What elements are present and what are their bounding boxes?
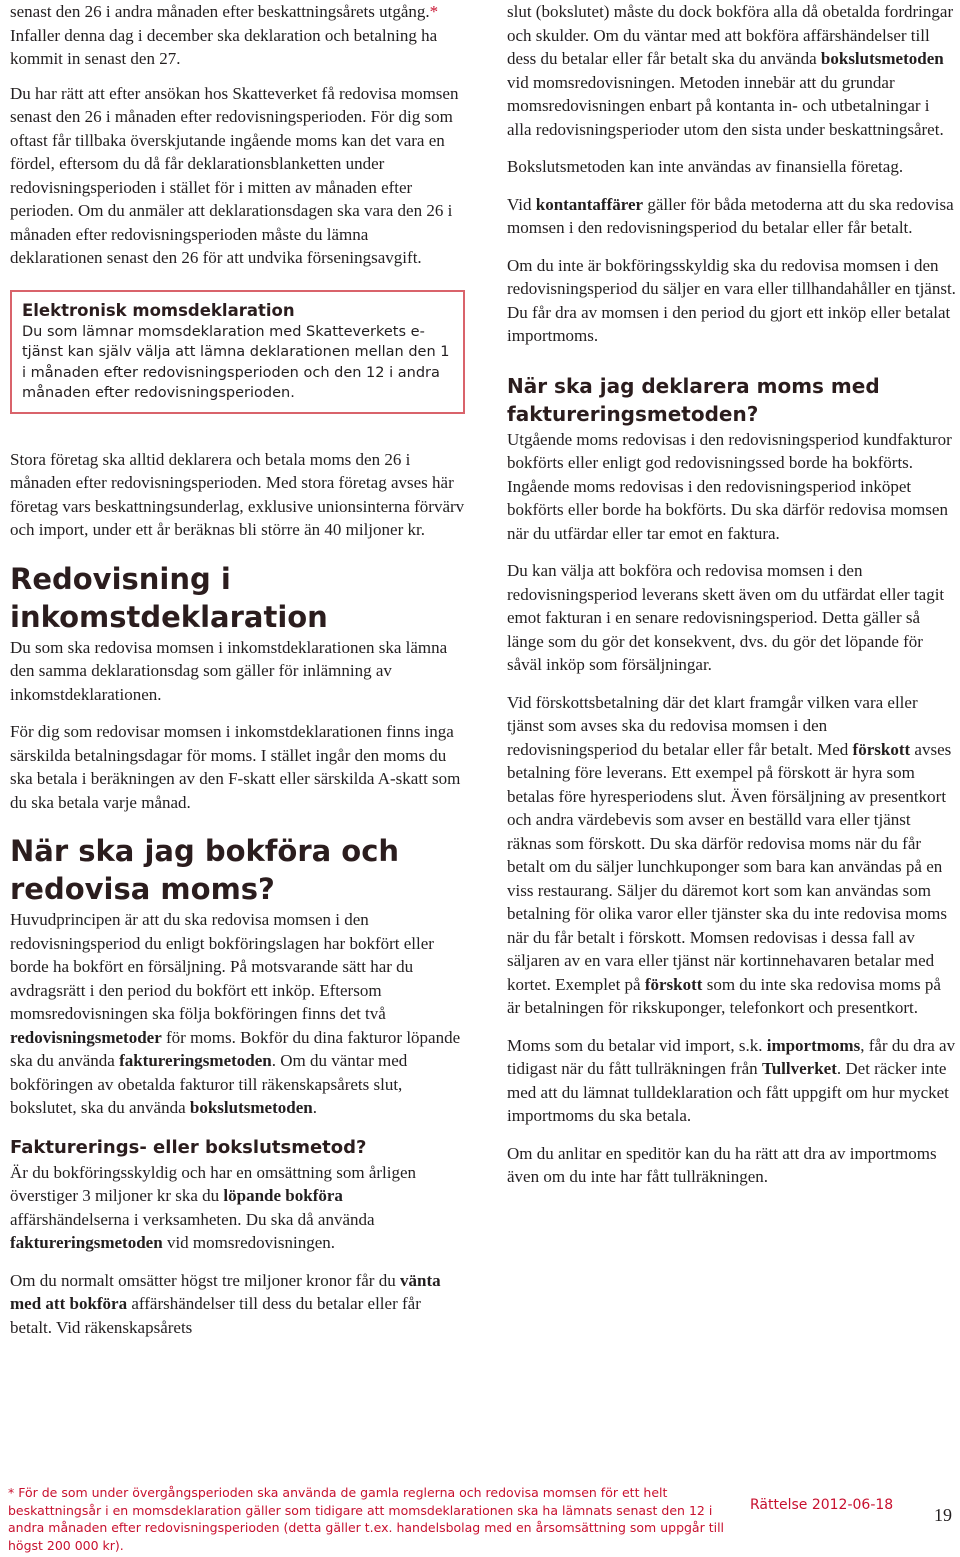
paragraph: Moms som du betalar vid import, s.k. importmoms, får du dra av tidigast när du fått tullräkningen från Tullverket. Det räcker inte med att du lämnat tulldeklaration och fått uppgift om hur mycket importmoms du ska betala.: [507, 1035, 956, 1125]
info-box: [10, 290, 465, 414]
paragraph: Du kan välja att bokföra och redovisa momsen i den redovisningsperiod leverans skett även om du utfärdat eller tagit emot fakturan i en senare redovisningsperiod. Detta gäller så länge som du gör det konsekvent, dvs. du gör det löpande för såväl inköp som försäljningar.: [507, 561, 945, 674]
footnote: * För de som under övergångsperioden ska använda de gamla reglerna och redovisa momsen för ett helt beskattningsår i en momsdeklaration gäller som tidigare att momsdeklarationen ska ha lämnats senast den 12 i andra månaden efter redovisningsperioden (detta gäller t.ex. handelsbolag med en årsomsättning som uppgår till högst 200 000 kr).: [8, 1485, 725, 1553]
paragraph: senast den 26 i andra månaden efter beskattningsårets utgång.* Infaller denna dag i december ska deklaration och betalning ha kommit in senast den 27.: [10, 2, 439, 68]
footnote-marker: *: [429, 2, 439, 21]
paragraph: För dig som redovisar momsen i inkomstdeklarationen finns inga särskilda betalningsdagar för moms. I stället ingår den moms du ska betala i beräkningen av den F-skatt eller särskilda A-skatt som du ska betala varje månad.: [10, 722, 461, 812]
paragraph: Huvudprincipen är att du ska redovisa momsen i den redovisningsperiod du enligt bokföringslagen har bokfört eller borde ha bokfört en försäljning. På motsvarande sätt har du avdragsrätt i den period du bokfört ett inköp. Eftersom momsredovisningen ska följa bokföringen finns det två redovisningsmetoder för moms. Bokför du dina fakturor löpande ska du använda faktureringsmetoden. Om du väntar med bokföringen av obetalda fakturor till räkenskapsårets slut, bokslutet, ska du använda bokslutsmetoden.: [10, 910, 461, 1117]
paragraph: Om du normalt omsätter högst tre miljoner kronor får du vänta med att bokföra affärshändelser till dess du betalar eller får betalt. Vid räkenskapsårets: [10, 1270, 441, 1337]
left-column: [10, 0, 465, 1339]
paragraph: Vid förskottsbetalning där det klart framgår vilken vara eller tjänst som avses ska du redovisa momsen i den redovisningsperiod du betalar eller får betalt. Med förskott avses betalning före leverans. Ett exempel på förskott är hyra som betalas före hyresperiodens slut. Även försäljning av presentkort och andra värdebevis som avser en beställd vara eller tjänst räknas som förskott. Du ska därför redovisa moms när du får betalt om du säljer lunchkuponger som bara kan användas på en viss restaurang. Säljer du däremot kort som kan användas som betalning för olika varor eller tjänster ska du inte redovisa moms när du får betalt i förskott. Momsen redovisas i dessa fall av säljaren av en vara eller tjänst när kortinnehavaren betalar med kortet. Exemplet på förskott som du inte ska redovisa moms på är betalningen för rikskuponger, telefonkort och presentkort.: [507, 692, 952, 1017]
paragraph: Om du inte är bokföringsskyldig ska du redovisa momsen i den redovisningsperiod du säljer en vara eller tillhandahåller en tjänst. Du får dra av momsen i den period du gjort ett inköp eller betalat importmoms.: [507, 255, 956, 345]
info-box-text: Du som lämnar momsdeklaration med Skatteverkets e-tjänst kan själv välja att lämna deklarationen mellan den 1 i månaden efter redovisningsperioden och den 12 i andra månaden efter redovisningsperioden.: [22, 323, 450, 401]
paragraph: Vid kontantaffärer gäller för båda metoderna att du ska redovisa momsen i den redovisningsperiod du betalar eller får betalt.: [507, 194, 954, 237]
heading-redovisning: Redovisning i inkomstdeklaration: [10, 561, 328, 634]
heading-deklarera-fakturering: När ska jag deklarera moms med faktureringsmetoden?: [507, 373, 880, 426]
info-box-title: Elektronisk momsdeklaration: [22, 300, 295, 320]
correction-date: Rättelse 2012-06-18: [750, 1497, 894, 1513]
paragraph: Du har rätt att efter ansökan hos Skatteverket få redovisa momsen senast den 26 i månaden efter redovisningsperioden. För dig som oftast får tillbaka överskjutande ingående moms kan det vara en fördel, eftersom du då får deklarationsblanketten under redovisningsperioden i stället för i mitten av månaden efter perioden. Om du anmäler att deklarationsdagen ska vara den 26 i månaden efter redovisningsperioden måste du lämna deklarationen senast den 26 för att undvika förseningsavgift.: [10, 83, 459, 267]
page-number: 19: [934, 1505, 952, 1525]
heading-fakturerings: Fakturerings- eller bokslutsmetod?: [10, 1136, 367, 1158]
paragraph: Stora företag ska alltid deklarera och betala moms den 26 i månaden efter redovisningsperioden. Med stora företag avses här företag vars beskattningsunderlag, exklusive unionsinterna förvärv och import, under ett år beräknas bli större än 40 miljoner kr.: [10, 449, 465, 539]
right-column: [507, 0, 957, 1189]
paragraph: Är du bokföringsskyldig och har en omsättning som årligen överstiger 3 miljoner kr ska du löpande bokföra affärshändelserna i verksamheten. Du ska då använda faktureringsmetoden vid momsredovisningen.: [10, 1162, 417, 1252]
paragraph: Utgående moms redovisas i den redovisningsperiod kundfakturor bokförts eller enligt god redovisningssed borde ha bokförts. Ingående moms redovisas i den redovisningsperiod inköpet bokförts eller borde ha bokförts. Du ska därför redovisa momsen när du utfärdar eller tar emot en faktura.: [507, 429, 952, 543]
heading-bokfora: När ska jag bokföra och redovisa moms?: [10, 834, 400, 906]
paragraph: Om du anlitar en speditör kan du ha rätt att dra av importmoms även om du inte har fått tullräkningen.: [507, 1143, 937, 1186]
paragraph: Du som ska redovisa momsen i inkomstdeklarationen ska lämna den samma deklarationsdag som gäller för inlämning av inkomstdeklarationen.: [10, 637, 448, 704]
paragraph: Bokslutsmetoden kan inte användas av finansiella företag.: [507, 157, 904, 176]
paragraph: slut (bokslutet) måste du dock bokföra alla då obetalda fordringar och skulder. Om du väntar med att bokföra affärshändelser till dess du betalar eller får betalt ska du använda bokslutsmetoden vid momsredovisningen. Metoden innebär att du grundar momsredovisningen enbart på kontanta in- och utbetalningar i alla redovisningsperioder utom den sista under beskattningsåret.: [507, 2, 954, 139]
